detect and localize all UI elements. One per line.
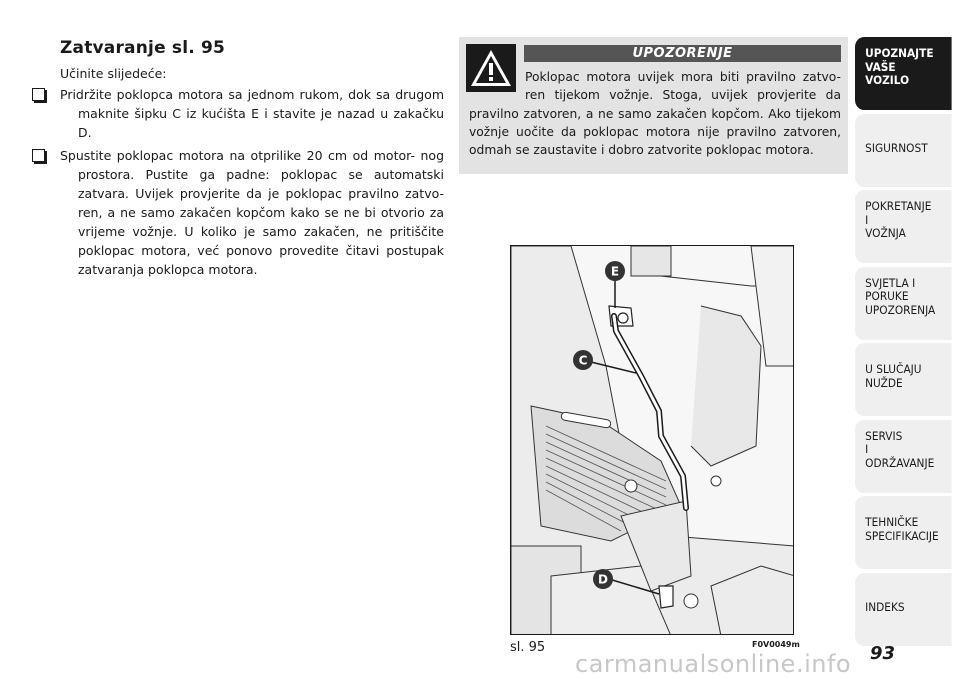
label-d: D [598, 572, 608, 587]
step-item [30, 85, 444, 142]
hood-prop-rod-diagram [511, 246, 794, 635]
section-title: Zatvaranje sl. 95 [60, 38, 226, 58]
step-item [30, 146, 444, 279]
label-d-badge [593, 569, 613, 589]
tab-indeks[interactable] [855, 573, 952, 646]
tab-sigurnost[interactable] [855, 114, 952, 187]
label-e: E [610, 264, 620, 279]
warning-box [459, 37, 848, 174]
label-c: C [578, 353, 588, 368]
watermark-text: carmanualsonline.info [575, 650, 852, 678]
label-e-badge [605, 261, 625, 281]
chapter-tabs [855, 37, 960, 649]
warning-text-wrap [469, 68, 841, 159]
tab-label: SIGURNOST [865, 140, 928, 155]
figure-caption: sl. 95 [510, 640, 546, 655]
warning-text: Poklopac motora uvijek mora biti pravilno zatvo- ren tijekom vožnje. Stoga, uvijek provjerite da pravilno zatvoren, a ne samo zakačen kopčom. Ako tijekom vožnje uočite da poklopac motora nije pravilno zatvoren, odmah se zaustavite i dobro zatvorite poklopac motora. [469, 70, 841, 158]
step-text: Pridržite poklopca motora sa jednom rukom, dok sa drugom maknite šipku C iz kućišta E i stavite je nazad u zakačku D. [60, 87, 444, 140]
engine-bay-illustration [510, 245, 794, 635]
tab-label: INDEKS [865, 599, 905, 614]
tab-label: SVJETLA I PORUKE UPOZORENJA [865, 275, 936, 317]
tab-label: TEHNIČKE SPECIFIKACIJE [865, 515, 939, 543]
tab-label: UPOZNAJTE VAŠE VOZILO [865, 46, 934, 87]
warning-header: UPOZORENJE [524, 45, 841, 62]
figure-code: F0V0049m [752, 640, 800, 649]
page-number: 93 [870, 643, 896, 664]
tab-u-slucaju-nuzde[interactable] [855, 343, 952, 416]
checkbox-bullet-icon [32, 88, 45, 101]
tab-label: U SLUČAJU NUŽDE [865, 362, 922, 390]
step-text: Spustite poklopac motora na otprilike 20 cm od motor- nog prostora. Pustite ga padne: poklopac se automatski zatvara. Uvijek provjerite da je poklopac pravilno zatvo- ren, a ne samo zakačen kopčom kako se ne bi otvorio za vrijeme vožnje. U koliko je samo zakačen, ne pritiščite poklopac motora, već ponovo provedite čitavi postupak zatvaranja poklopca motora. [60, 148, 444, 277]
tab-label: POKRETANJE I VOŽNJA [865, 199, 932, 240]
tab-servis-i-odrzavanje[interactable] [855, 420, 952, 493]
intro-text: Učinite slijedeće: [60, 66, 167, 81]
checkbox-bullet-icon [32, 149, 45, 162]
label-c-badge [573, 350, 593, 370]
tab-upoznajte-vase-vozilo[interactable] [855, 37, 952, 110]
tab-label: SERVIS I ODRŽAVANJE [865, 428, 935, 470]
main-text-column [30, 38, 444, 279]
tab-pokretanje-i-voznja[interactable] [855, 190, 952, 263]
tab-tehnicke-specifikacije[interactable] [855, 496, 952, 569]
tab-svjetla-i-poruke[interactable] [855, 267, 952, 340]
